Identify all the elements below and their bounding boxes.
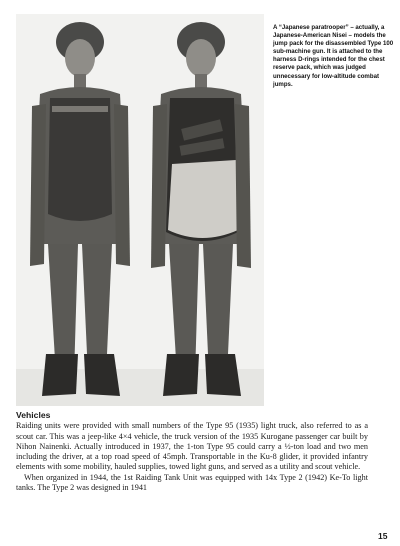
paragraph-2: When organized in 1944, the 1st Raiding Tank Unit was equipped with 14x Type 2 (1942) Ke-To light tanks. The Type 2 was designed in 1941 <box>16 472 368 493</box>
section-heading: Vehicles <box>16 410 51 420</box>
photo-caption: A “Japanese paratrooper” – actually, a Japanese-American Nisei – models the jump pack for the disassembled Type 100 sub-machine gun. It is attached to the harness D-rings intended for the chest reserve pack, which was judged unnecessary for low-altitude combat jumps. <box>273 24 394 88</box>
page-number: 15 <box>378 531 388 541</box>
paratrooper-photo <box>16 14 264 406</box>
paragraph-1: Raiding units were provided with small numbers of the Type 95 (1935) light truck, also referred to as a scout car. This was a jeep-like 4×4 vehicle, the truck version of the 1935 Kurogane passenger car built by Nihon Nainenki. Actually introduced in 1937, the 1-ton Type 95 could carry a ½-ton load and two men including the driver, at a top road speed of 45mph. Transportable in the Ku-8 glider, it provided infantry elements with some mobility, hauled supplies, towed light guns, and served as a utility and scout vehicle. <box>16 421 368 472</box>
article-body <box>16 410 368 493</box>
